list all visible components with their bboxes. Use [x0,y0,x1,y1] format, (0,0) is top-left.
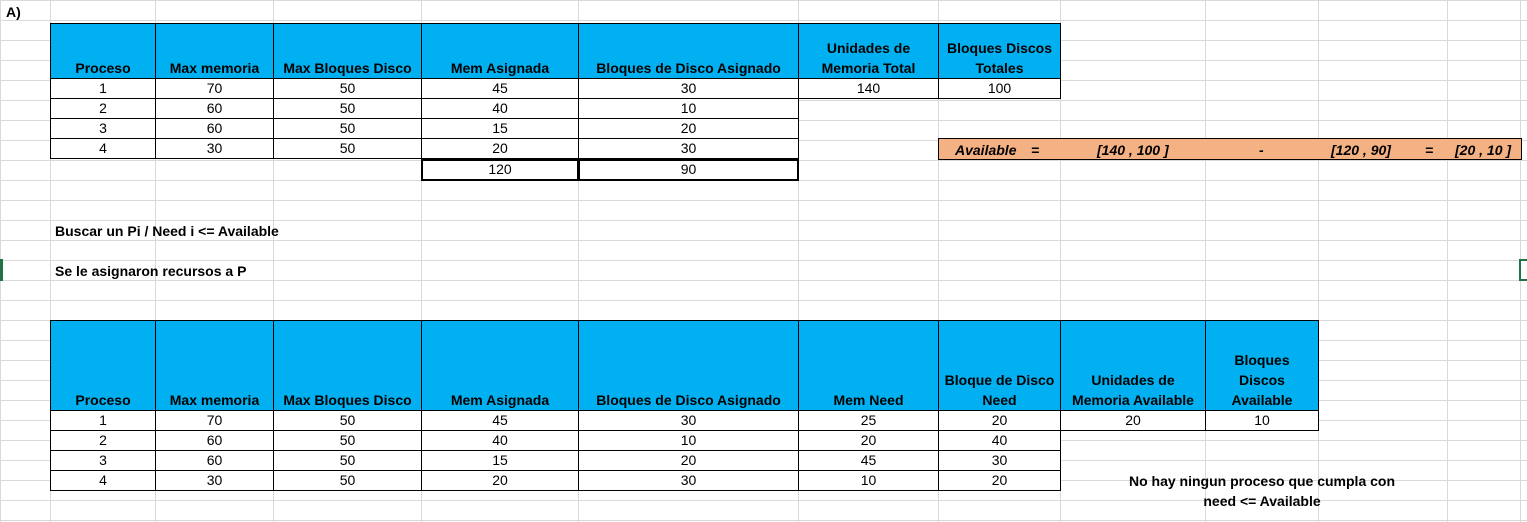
top-cell[interactable]: 60 [155,118,274,139]
bottom-header-max-memoria[interactable]: Max memoria [155,320,274,411]
available-vector-2: [120 , 90] [1331,142,1391,158]
memoria-available-value[interactable]: 20 [1060,410,1206,431]
bottom-cell[interactable]: 50 [273,430,422,451]
top-cell[interactable]: 45 [421,78,579,99]
top-cell[interactable]: 70 [155,78,274,99]
bottom-cell[interactable]: 10 [578,430,799,451]
top-cell[interactable]: 30 [578,78,799,99]
available-result: [20 , 10 ] [1455,142,1512,158]
available-eq-1: = [1031,142,1040,158]
selected-cell-indicator[interactable] [1519,259,1527,281]
top-cell[interactable]: 50 [273,118,422,139]
bottom-cell[interactable]: 30 [578,470,799,491]
bottom-cell[interactable]: 40 [938,430,1061,451]
bottom-cell[interactable]: 45 [798,450,939,471]
section-label: A) [6,4,21,20]
bottom-cell[interactable]: 60 [155,450,274,471]
top-cell[interactable]: 50 [273,138,422,159]
top-cell[interactable]: 4 [50,138,156,159]
available-vector-1: [140 , 100 ] [1097,142,1169,158]
bottom-cell[interactable]: 30 [938,450,1061,471]
top-cell[interactable]: 20 [578,118,799,139]
top-cell[interactable]: 10 [578,98,799,119]
header-bloques-available[interactable]: Bloques Discos Available [1205,320,1319,411]
bottom-cell[interactable]: 25 [798,410,939,431]
top-cell[interactable]: 15 [421,118,579,139]
bottom-cell[interactable]: 4 [50,470,156,491]
bottom-cell[interactable]: 30 [578,410,799,431]
bottom-cell[interactable]: 20 [798,430,939,451]
top-header-mem-asignada[interactable]: Mem Asignada [421,23,579,79]
header-memoria-available[interactable]: Unidades de Memoria Available [1060,320,1206,411]
bottom-header-max-bloques[interactable]: Max Bloques Disco [273,320,422,411]
top-header-bloques-asignado[interactable]: Bloques de Disco Asignado [578,23,799,79]
no-process-note-line-1: No hay ningun proceso que cumpla con [1128,473,1396,489]
bottom-cell[interactable]: 30 [155,470,274,491]
available-minus: - [1259,142,1264,158]
bottom-cell[interactable]: 20 [578,450,799,471]
bottom-cell[interactable]: 1 [50,410,156,431]
header-bloques-totales[interactable]: Bloques Discos Totales [938,23,1061,79]
top-header-proceso[interactable]: Proceso [50,23,156,79]
available-label: Available [955,142,1017,158]
bottom-cell[interactable]: 50 [273,410,422,431]
bottom-cell[interactable]: 70 [155,410,274,431]
bloques-available-value[interactable]: 10 [1205,410,1319,431]
row-marker [0,259,3,281]
top-cell[interactable]: 30 [578,138,799,159]
top-cell[interactable]: 1 [50,78,156,99]
bloques-totales-value[interactable]: 100 [938,78,1061,99]
top-cell[interactable]: 50 [273,98,422,119]
bottom-cell[interactable]: 10 [798,470,939,491]
bottom-cell[interactable]: 20 [938,470,1061,491]
search-note: Buscar un Pi / Need i <= Available [55,223,279,239]
top-cell[interactable]: 3 [50,118,156,139]
bottom-cell[interactable]: 45 [421,410,579,431]
header-memoria-total[interactable]: Unidades de Memoria Total [798,23,939,79]
bottom-cell[interactable]: 2 [50,430,156,451]
top-cell[interactable]: 60 [155,98,274,119]
bottom-cell[interactable]: 3 [50,450,156,471]
assigned-note: Se le asignaron recursos a P [55,263,247,279]
bottom-header-mem-need[interactable]: Mem Need [798,320,939,411]
top-cell[interactable]: 2 [50,98,156,119]
no-process-note-line-2: need <= Available [1203,493,1321,509]
top-cell[interactable]: 30 [155,138,274,159]
total-mem-asignada[interactable]: 120 [421,159,579,181]
total-bloques-asignado[interactable]: 90 [578,159,799,181]
available-row[interactable] [938,138,1522,160]
bottom-cell[interactable]: 40 [421,430,579,451]
top-cell[interactable]: 50 [273,78,422,99]
bottom-cell[interactable]: 50 [273,470,422,491]
bottom-header-bloques-asignado[interactable]: Bloques de Disco Asignado [578,320,799,411]
top-cell[interactable]: 40 [421,98,579,119]
bottom-cell[interactable]: 20 [421,470,579,491]
available-eq-2: = [1425,142,1434,158]
top-header-max-bloques[interactable]: Max Bloques Disco [273,23,422,79]
bottom-cell[interactable]: 15 [421,450,579,471]
bottom-header-mem-asignada[interactable]: Mem Asignada [421,320,579,411]
bottom-cell[interactable]: 50 [273,450,422,471]
bottom-cell[interactable]: 20 [938,410,1061,431]
top-cell[interactable]: 20 [421,138,579,159]
memoria-total-value[interactable]: 140 [798,78,939,99]
bottom-header-proceso[interactable]: Proceso [50,320,156,411]
top-header-max-memoria[interactable]: Max memoria [155,23,274,79]
bottom-header-bloque-need[interactable]: Bloque de Disco Need [938,320,1061,411]
bottom-cell[interactable]: 60 [155,430,274,451]
